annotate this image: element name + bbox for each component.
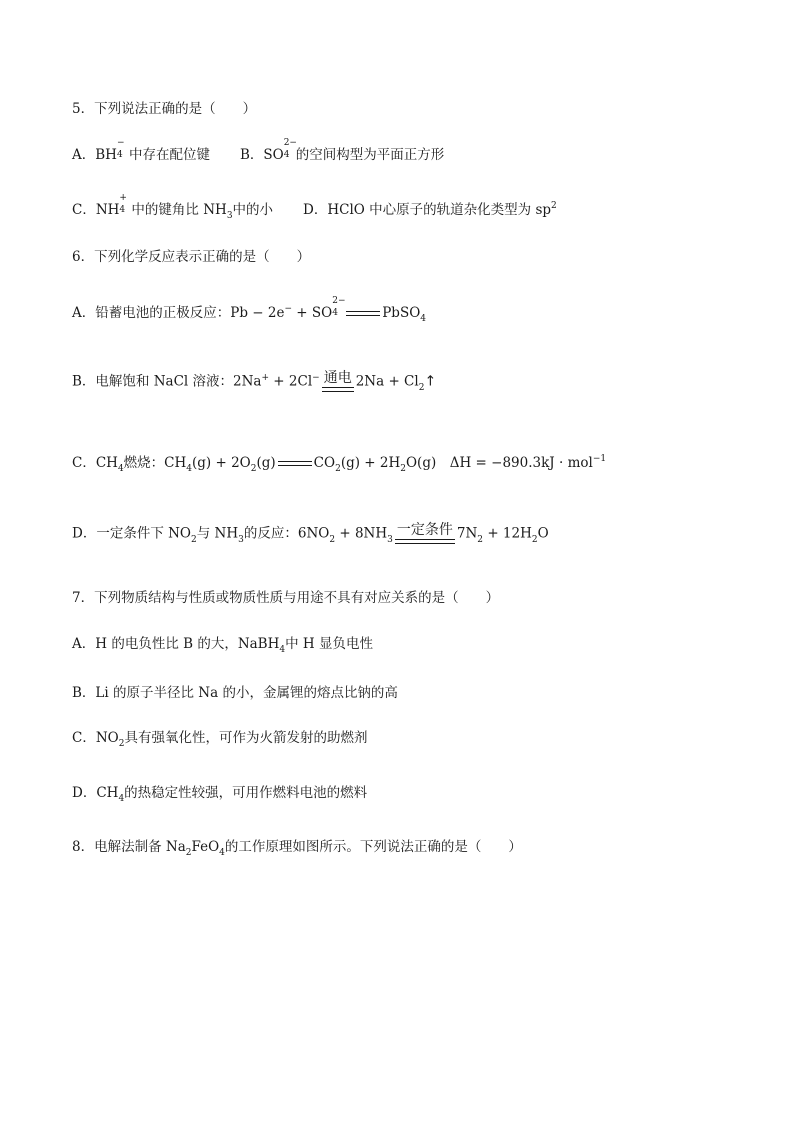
q7-option-a: A．H 的电负性比 B 的大，NaBH$_4$中 H 显负电性 [72,636,373,655]
equals-sign [278,459,312,469]
q5-options-ab: A．BH − 4 中存在配位键 B．SO 2− 4 的空间构型为平面正方形 [72,138,445,163]
q7-option-b: B．Li 的原子半径比 Na 的小，金属锂的熔点比钠的高 [72,685,398,701]
q7-stem: 7．下列物质结构与性质或物质性质与用途不具有对应关系的是（ ） [72,590,500,606]
q6-option-a: A．铅蓄电池的正极反应：Pb − 2e− + SO 2− 4 PbSO$_4$ [72,296,426,324]
q6-stem: 6．下列化学反应表示正确的是（ ） [72,249,311,265]
q6-option-c: C．$CH_4$燃烧：$CH_4(g) + 2O_2(g) CO_2(g) + 2H_2O(g)$ ΔH = −890.3kJ · mol$^{-1}$ [72,454,607,474]
q5-stem: 5．下列说法正确的是（ ） [72,101,257,117]
q6-option-d: D．一定条件下 $NO_2$与 $NH_3$的反应：$6NO_2 + 8NH_3$ 一定条件 $7N_2 + 12H_2O$ [72,522,549,545]
equals-sign [346,309,380,319]
gas-arrow-icon: ↑ [424,373,437,390]
q7-option-c: C．$NO_2$具有强氧化性，可作为火箭发射的助燃剂 [72,730,368,749]
electrolysis-condition: 通电 [322,370,354,394]
q8-stem: 8．电解法制备 $Na_2FeO_4$的工作原理如图所示。下列说法正确的是（ ） [72,839,522,858]
q5-options-cd: C．NH + 4 中的键角比 $NH_3$中的小 D．HClO 中心原子的轨道杂化类型为 $sp^2$ [72,193,557,221]
reaction-condition: 一定条件 [395,522,455,546]
q6-option-b: B．电解饱和 NaCl 溶液：2Na+ + 2Cl− 通电 $2Na + Cl_2↑$ [72,370,437,393]
q7-option-d: D．$CH_4$的热稳定性较强，可用作燃料电池的燃料 [72,785,368,804]
